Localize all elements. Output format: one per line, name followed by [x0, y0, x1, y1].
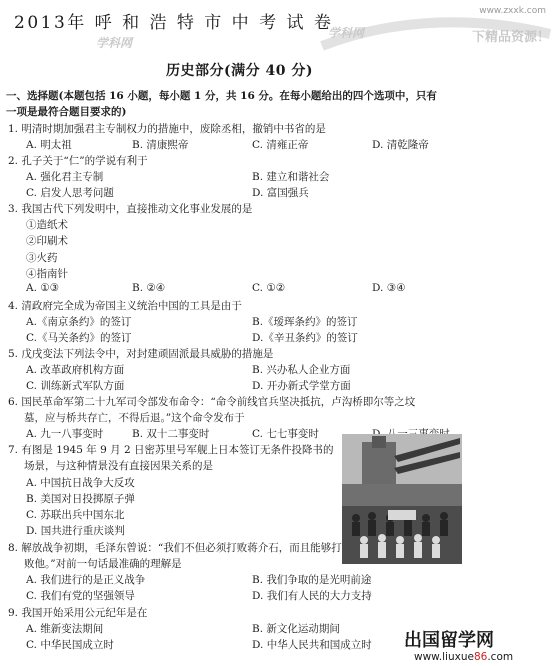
- question-8-option-c: C. 我们有党的坚强领导: [26, 590, 135, 602]
- question-7-option-c: C. 苏联出兵中国东北: [26, 509, 125, 521]
- question-4-stem: 4. 清政府完全成为帝国主义统治中国的工具是由于: [8, 300, 242, 312]
- question-2-option-b: B. 建立和谐社会: [252, 171, 330, 183]
- question-9-stem: 9. 我国开始采用公元纪年是在: [8, 607, 148, 619]
- question-9-option-a: A. 维新变法期间: [26, 623, 104, 635]
- question-3-item-2: ②印刷术: [26, 235, 68, 247]
- question-7-option-b: B. 美国对日投掷原子弹: [26, 493, 135, 505]
- watermark-slogan: 下精品资源！: [471, 30, 550, 45]
- question-3-option-c: C. ①②: [252, 282, 286, 294]
- question-8-stem-cont: 败他。”对前一句话最准确的理解是: [24, 558, 182, 570]
- question-1-option-b: B. 清康熙帝: [132, 139, 189, 151]
- watermark: [318, 4, 554, 52]
- question-1-option-c: C. 清雍正帝: [252, 139, 309, 151]
- footer-url: [414, 651, 513, 663]
- question-1-option-d: D. 清乾隆帝: [372, 139, 429, 151]
- question-2-option-c: C. 启发人思考问题: [26, 187, 114, 199]
- question-3-item-4: ④指南针: [26, 268, 68, 280]
- question-3-stem: 3. 我国古代下列发明中，直接推动文化事业发展的是: [8, 203, 253, 215]
- question-1-option-a: A. 明太祖: [26, 139, 72, 151]
- instruction-line-1: 一、选择题(本题包括 16 小题，每小题 1 分，共 16 分。在每小题给出的四个选项中，只有: [6, 90, 437, 102]
- question-7-stem: 7. 有图是 1945 年 9 月 2 日密苏里号军舰上日本签订无条件投降书的: [8, 444, 334, 456]
- question-3-option-b: B. ②④: [132, 282, 166, 294]
- footer-url-prefix: www.liuxue: [414, 651, 474, 663]
- question-3-item-3: ③火药: [26, 252, 58, 264]
- question-3-item-1: ①造纸术: [26, 219, 68, 231]
- question-3-option-a: A. ①③: [26, 282, 60, 294]
- watermark-logo: 学科网: [328, 26, 365, 40]
- question-9-option-b: B. 新文化运动期间: [252, 623, 340, 635]
- question-4-option-a: A.《南京条约》的签订: [26, 316, 132, 328]
- instruction-line-2: 一项是最符合题目要求的): [6, 106, 127, 118]
- question-6-option-b: B. 双十二事变时: [132, 428, 210, 440]
- question-4-option-c: C.《马关条约》的签订: [26, 332, 132, 344]
- question-6-stem-cont: 墓，应与桥共存亡，不得后退。”这个命令发布于: [24, 412, 245, 424]
- question-5-option-a: A. 改革政府机构方面: [26, 364, 125, 376]
- question-2-option-d: D. 富国强兵: [252, 187, 309, 199]
- battleship-image-icon: [342, 434, 462, 564]
- question-1-stem: 1. 明清时期加强君主专制权力的措施中，废除丞相，撤销中书省的是: [8, 123, 326, 135]
- question-3-option-d: D. ③④: [372, 282, 406, 294]
- question-5-option-d: D. 开办新式学堂方面: [252, 380, 351, 392]
- question-5-option-b: B. 兴办私人企业方面: [252, 364, 351, 376]
- exam-title: 2013年 呼 和 浩 特 市 中 考 试 卷: [14, 13, 334, 33]
- footer-url-suffix: .com: [487, 651, 514, 663]
- question-5-option-c: C. 训练新式军队方面: [26, 380, 125, 392]
- question-8-option-b: B. 我们争取的是光明前途: [252, 574, 372, 586]
- question-7-stem-cont: 场景，与这种情景没有直接因果关系的是: [24, 460, 213, 472]
- question-4-option-b: B.《瑷珲条约》的签订: [252, 316, 358, 328]
- question-4-option-d: D.《辛丑条约》的签订: [252, 332, 358, 344]
- surrender-photo: [342, 434, 462, 564]
- question-6-option-a: A. 九一八事变时: [26, 428, 104, 440]
- question-8-stem: 8. 解放战争初期，毛泽东曾说：“我们不但必须打败蒋介石，而且能够打: [8, 542, 342, 554]
- question-9-option-d: D. 中华人民共和国成立时: [252, 639, 372, 651]
- question-2-option-a: A. 强化君主专制: [26, 171, 104, 183]
- question-7-option-a: A. 中国抗日战争大反攻: [26, 477, 135, 489]
- question-8-option-d: D. 我们有人民的大力支持: [252, 590, 372, 602]
- question-9-option-c: C. 中华民国成立时: [26, 639, 114, 651]
- question-8-option-a: A. 我们进行的是正义战争: [26, 574, 146, 586]
- question-2-stem: 2. 孔子关于“仁”的学说有利于: [8, 155, 148, 167]
- footer-url-highlight: 86: [473, 651, 488, 663]
- question-5-stem: 5. 戊戌变法下列法令中，对封建顽固派最具威胁的措施是: [8, 348, 274, 360]
- watermark-logo-secondary: 学科网: [96, 36, 133, 50]
- question-6-option-c: C. 七七事变时: [252, 428, 319, 440]
- question-7-option-d: D. 国共进行重庆谈判: [26, 525, 125, 537]
- section-title: 历史部分(满分 40 分): [166, 63, 313, 79]
- footer-logo: 出国留学网: [404, 630, 494, 651]
- watermark-url: www.zxxk.com: [479, 6, 546, 16]
- question-6-stem: 6. 国民革命军第二十九军司令部发布命令：“命令前线官兵坚决抵抗，卢沟桥即尔等之坟: [8, 396, 416, 408]
